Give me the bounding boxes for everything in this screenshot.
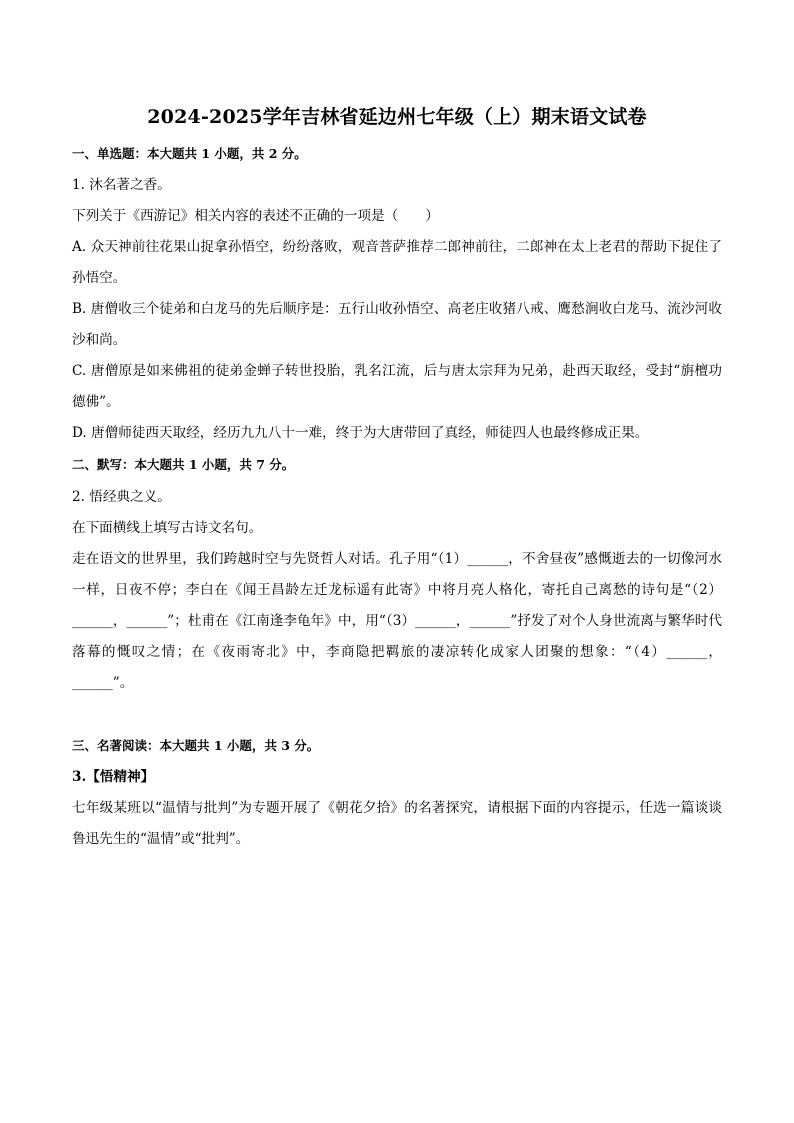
question-1-option-c: C. 唐僧原是如来佛祖的徒弟金蝉子转世投胎，乳名江流，后与唐太宗拜为兄弟，赴西天取经，受封“旃檀功德佛”。 [72,363,722,410]
question-3-heading: 3.【悟精神】 [72,769,155,785]
question-1-option-a: A. 众天神前往花果山捉拿孙悟空，纷纷落败，观音菩萨推荐二郎神前往，二郎神在太上老君的帮助下捉住了孙悟空。 [72,239,722,286]
question-1-option-d: D. 唐僧师徒西天取经，经历九九八十一难，终于为大唐带回了真经，师徒四人也最终修成正果。 [72,425,649,441]
section-heading-single-choice: 一、单选题：本大题共 1 小题，共 2 分。 [72,146,307,161]
question-2-body: 走在语文的世界里，我们跨越时空与先贤哲人对话。孔子用“（1）______，不舍昼夜”感慨逝去的一切像河水一样，日夜不停；李白在《闻王昌龄左迁龙标遥有此寄》中将月亮人格化，寄托自己离愁的诗句是“（2）______，______”；杜甫在《江南逢李龟年》中，用“（3）______，______”抒发了对个人身世流离与繁华时代落幕的慨叹之情；在《夜雨寄北》中，李商隐把羁旅的凄凉转化成家人团聚的想象：“（4）______，______”。 [72,551,722,691]
section-heading-dictation: 二、默写：本大题共 1 小题，共 7 分。 [72,457,295,472]
question-3-body: 七年级某班以“温情与批判”为专题开展了《朝花夕拾》的名著探究，请根据下面的内容提示，任选一篇谈谈鲁迅先生的“温情”或“批判”。 [72,800,722,847]
question-1-heading: 1. 沐名著之香。 [72,177,171,193]
section-heading-classic-reading: 三、名著阅读：本大题共 1 小题，共 3 分。 [72,738,320,753]
question-1-stem: 下列关于《西游记》相关内容的表述不正确的一项是（ ） [72,208,440,224]
question-2-heading: 2. 悟经典之义。 [72,489,171,505]
question-1-option-b: B. 唐僧收三个徒弟和白龙马的先后顺序是：五行山收孙悟空、高老庄收猪八戒、鹰愁涧收白龙马、流沙河收沙和尚。 [72,301,722,348]
page-title: 2024-2025学年吉林省延边州七年级（上）期末语文试卷 [147,106,647,128]
question-2-stem: 在下面横线上填写古诗文名句。 [72,520,263,536]
